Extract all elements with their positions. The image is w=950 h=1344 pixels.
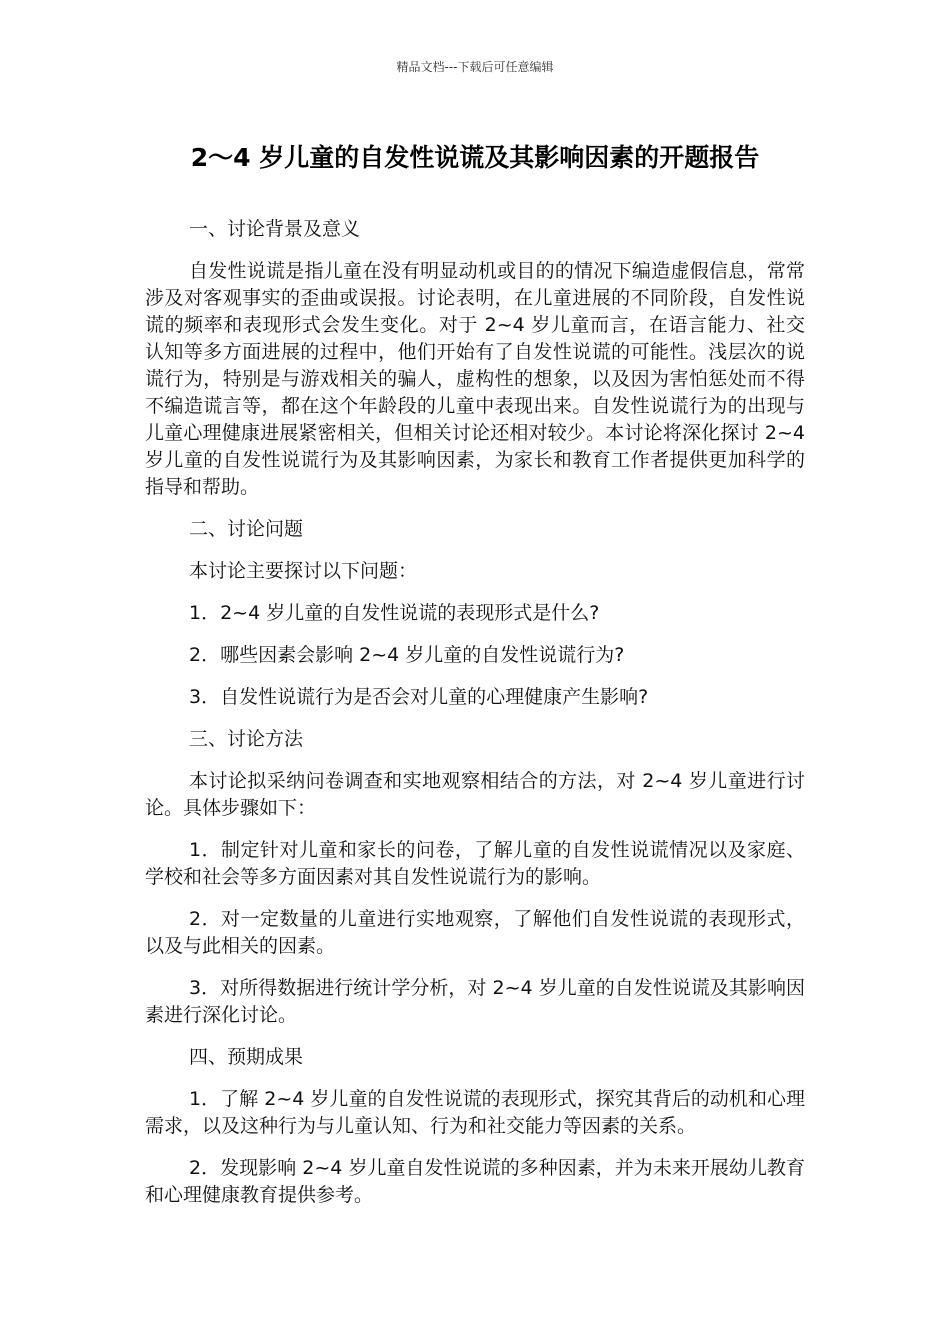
outcome-item-2: 2．发现影响 2~4 岁儿童自发性说谎的多种因素，并为未来开展幼儿教育和心理健康教育提供参考。 <box>145 1157 805 1206</box>
method-step-2: 2．对一定数量的儿童进行实地观察，了解他们自发性说谎的表现形式，以及与此相关的因素。 <box>145 908 805 957</box>
document-title: 2～4 岁儿童的自发性说谎及其影响因素的开题报告 <box>190 143 760 172</box>
section-heading-outcomes: 四、预期成果 <box>189 1046 304 1068</box>
paragraph-questions-intro: 本讨论主要探讨以下问题： <box>189 560 418 582</box>
document-body <box>145 216 805 1224</box>
section-heading-methods: 三、讨论方法 <box>189 728 304 750</box>
question-item-3: 3．自发性说谎行为是否会对儿童的心理健康产生影响? <box>189 686 649 708</box>
paragraph-methods-intro: 本讨论拟采纳问卷调查和实地观察相结合的方法，对 2~4 岁儿童进行讨论。具体步骤如下： <box>145 770 805 819</box>
question-item-1: 1．2~4 岁儿童的自发性说谎的表现形式是什么? <box>189 602 600 624</box>
section-heading-questions: 二、讨论问题 <box>189 518 304 540</box>
paragraph-background: 自发性说谎是指儿童在没有明显动机或目的的情况下编造虚假信息，常常涉及对客观事实的歪曲或误报。讨论表明，在儿童进展的不同阶段，自发性说谎的频率和表现形式会发生变化。对于 2~4 岁儿童而言，在语言能力、社交认知等多方面进展的过程中，他们开始有了自发性说谎的可能性。浅层次的说谎行为，特别是与游戏相关的骗人，虚构性的想象，以及因为害怕惩处而不得不编造谎言等，都在这个年龄段的儿童中表现出来。自发性说谎行为的出现与儿童心理健康进展紧密相关，但相关讨论还相对较少。本讨论将深化探讨 2~4 岁儿童的自发性说谎行为及其影响因素，为家长和教育工作者提供更加科学的指导和帮助。 <box>145 260 805 498</box>
outcome-item-1: 1．了解 2~4 岁儿童的自发性说谎的表现形式，探究其背后的动机和心理需求，以及这种行为与儿童认知、行为和社交能力等因素的关系。 <box>145 1088 805 1137</box>
method-step-3: 3．对所得数据进行统计学分析，对 2~4 岁儿童的自发性说谎及其影响因素进行深化讨论。 <box>145 977 805 1026</box>
question-item-2: 2．哪些因素会影响 2~4 岁儿童的自发性说谎行为? <box>189 644 625 666</box>
method-step-1: 1．制定针对儿童和家长的问卷，了解儿童的自发性说谎情况以及家庭、学校和社会等多方面因素对其自发性说谎行为的影响。 <box>145 839 805 888</box>
section-heading-background: 一、讨论背景及意义 <box>189 218 361 240</box>
page-header: 精品文档---下载后可任意编辑 <box>396 60 554 74</box>
